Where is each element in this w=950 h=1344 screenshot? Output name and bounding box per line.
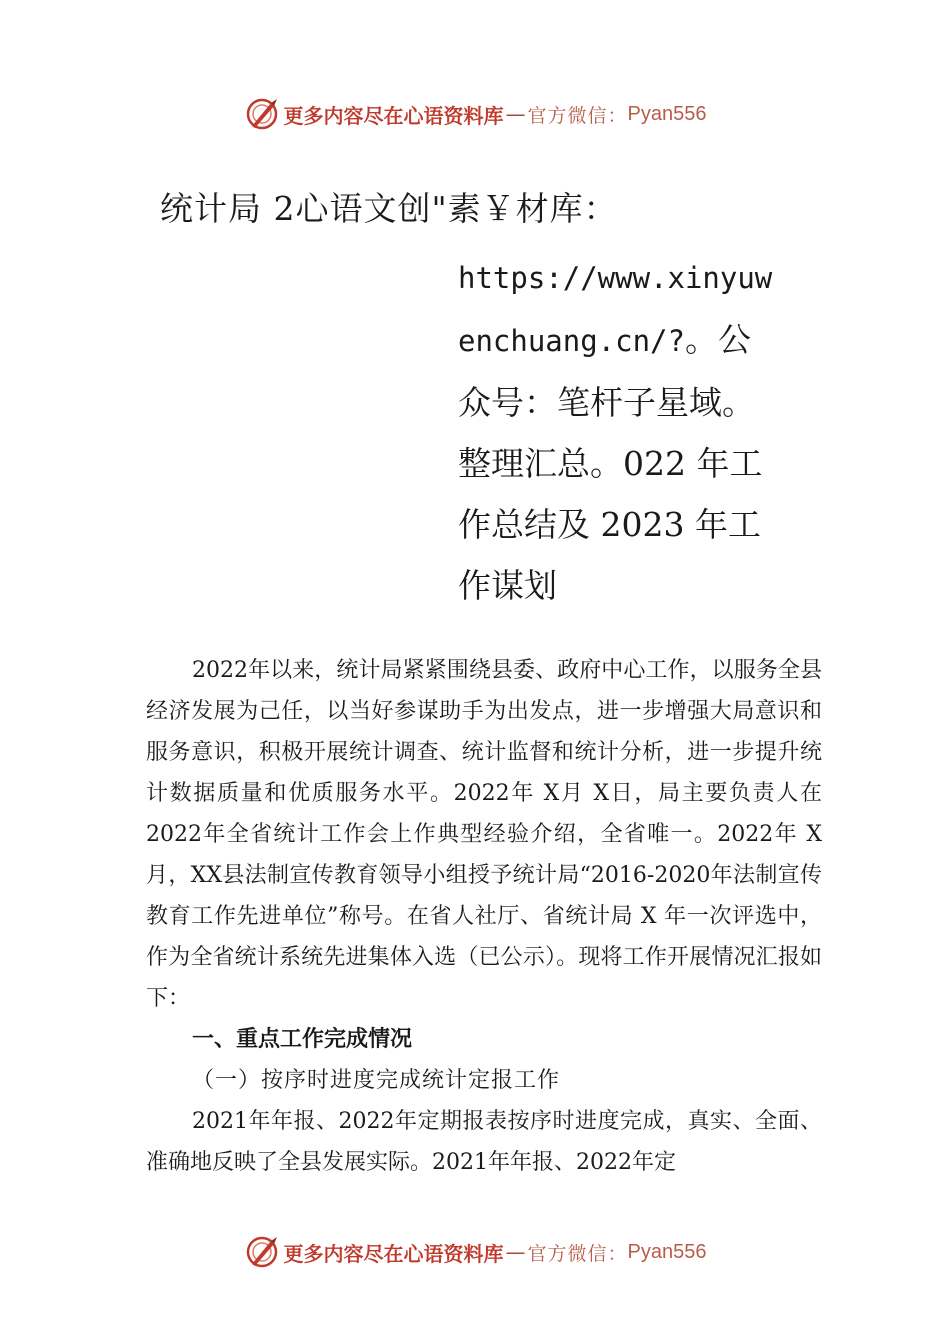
document-title-block	[458, 248, 788, 616]
title-line-rest: 。公	[684, 320, 751, 359]
quill-seal-icon	[244, 1234, 280, 1270]
watermark-separator: —	[505, 1240, 526, 1264]
title-line: 作总结及 2023 年工	[458, 505, 761, 544]
watermark-wechat-id: Pyan556	[627, 1240, 707, 1263]
quill-seal-icon	[244, 96, 280, 132]
watermark-brand: 更多内容尽在心语资料库	[283, 103, 504, 128]
watermark-banner-bottom	[0, 1232, 950, 1272]
watermark-wechat-id: Pyan556	[627, 102, 707, 125]
watermark-brand: 更多内容尽在心语资料库	[283, 1241, 504, 1266]
title-line: https://www.xinyuw	[458, 261, 773, 295]
body-paragraph: 2021年年报、2022年定期报表按序时进度完成，真实、全面、准确地反映了全县发展实际。2021年年报、2022年定	[146, 1109, 822, 1175]
section-heading: 一、重点工作完成情况	[192, 1027, 413, 1052]
title-line: 整理汇总。022 年工	[458, 444, 763, 483]
watermark-wechat-label: 官方微信：	[527, 1242, 628, 1265]
watermark-separator: —	[505, 102, 526, 126]
title-line: 众号：笔杆子星域。	[458, 383, 755, 422]
watermark-wechat-label: 官方微信：	[527, 104, 628, 127]
title-line	[458, 309, 788, 372]
watermark-banner-top	[0, 94, 950, 134]
title-line: 作谋划	[458, 566, 557, 605]
body-paragraph: 2022年以来，统计局紧紧围绕县委、政府中心工作，以服务全县经济发展为己任，以当好参谋助手为出发点，进一步增强大局意识和服务意识，积极开展统计调查、统计监督和统计分析，进一步提升统计数据质量和优质服务水平。2022年 X月 X日，局主要负责人在 2022年全省统计工作会上作典型经验介绍，全省唯一。2022年 X月，XX县法制宣传教育领导小组授予统计局“2016-2020年法制宣传教育工作先进单位”称号。在省人社厅、省统计局 X 年一次评选中， 作为全省统计系统先进集体入选（已公示）。现将工作开展情况汇报如下：	[146, 658, 822, 1011]
document-title-line1: 统计局 2心语文创"素￥材库：	[160, 189, 618, 228]
title-url-tail: enchuang.cn/?	[458, 324, 685, 358]
document-body	[146, 650, 822, 1183]
subsection-heading: （一）按序时进度完成统计定报工作	[192, 1068, 561, 1093]
